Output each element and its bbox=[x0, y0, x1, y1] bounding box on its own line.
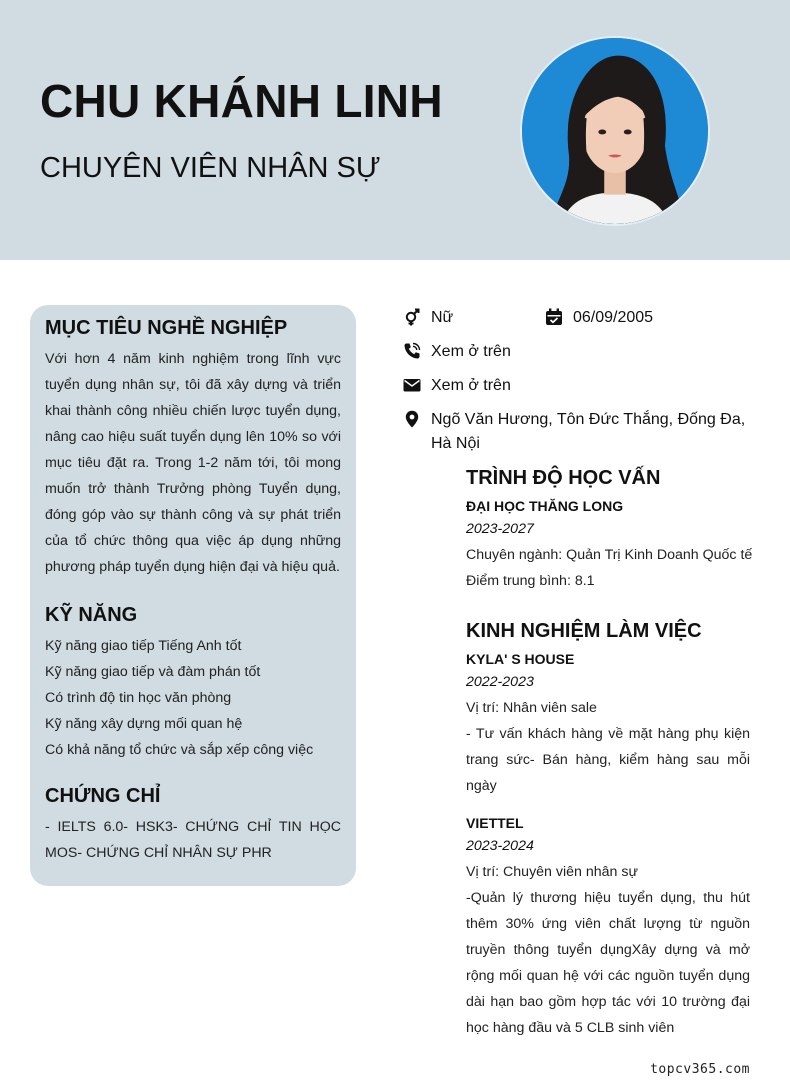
certificates-text: - IELTS 6.0- HSK3- CHỨNG CHỈ TIN HỌC MOS- CHỨNG CHỈ NHÂN SỰ PHR bbox=[45, 819, 341, 861]
job-company: VIETTEL bbox=[466, 815, 524, 831]
gender-icon bbox=[403, 308, 421, 326]
contact-address bbox=[403, 408, 748, 456]
job-description: -Quản lý thương hiệu tuyển dụng, thu hút thêm 30% ứng viên chất lượng từ nguồn truyền thông tuyển dụngXây dựng và mở rộng mối quan hệ với các nguồn tuyển dụng dài hạn bao gồm hợp tác với 10 trường đại học hàng đầu và 5 CLB sinh viên bbox=[466, 890, 750, 1036]
job-company: KYLA' S HOUSE bbox=[466, 651, 575, 667]
education-major: Chuyên ngành: Quản Trị Kinh Doanh Quốc tế bbox=[466, 547, 753, 563]
location-pin-icon bbox=[403, 410, 421, 428]
candidate-name: CHU KHÁNH LINH bbox=[40, 75, 443, 127]
birthday-value: 06/09/2005 bbox=[573, 309, 654, 326]
education-period: 2023-2027 bbox=[466, 521, 534, 537]
education-school: ĐẠI HỌC THĂNG LONG bbox=[466, 498, 624, 514]
left-panel bbox=[30, 305, 356, 886]
address-value: Ngõ Văn Hương, Tôn Đức Thắng, Đống Đa, Hà Nội bbox=[431, 411, 746, 452]
experience-section bbox=[466, 620, 750, 1041]
job-position: Vị trí: Nhân viên sale bbox=[466, 700, 597, 716]
job-period: 2022-2023 bbox=[466, 674, 534, 690]
job-entry bbox=[466, 651, 750, 799]
calendar-icon bbox=[545, 308, 563, 326]
contact-email bbox=[403, 374, 743, 398]
gender-value: Nữ bbox=[431, 309, 454, 326]
job-position: Vị trí: Chuyên viên nhân sự bbox=[466, 864, 638, 880]
objective-text: Với hơn 4 năm kinh nghiệm trong lĩnh vực tuyển dụng nhân sự, tôi đã xây dựng và triển khai thành công nhiều chiến lược tuyển dụng, nâng cao hiệu suất tuyển dụng lên 10% so với mục tiêu đặt ra. Trong 1-2 năm tới, tôi mong muốn trở thành Trưởng phòng Tuyển dụng, đóng góp vào sự thành công và sự phát triển của tổ chức thông qua việc áp dụng những phương pháp tuyển dụng hiện đại và hiệu quả. bbox=[45, 351, 341, 575]
skill-item: Có khả năng tổ chức và sắp xếp công việc bbox=[45, 742, 314, 758]
education-gpa: Điểm trung bình: 8.1 bbox=[466, 573, 595, 589]
mail-icon bbox=[403, 376, 421, 394]
avatar bbox=[520, 36, 710, 226]
contact-phone bbox=[403, 340, 743, 364]
skill-item: Kỹ năng giao tiếp Tiếng Anh tốt bbox=[45, 638, 242, 654]
contact-birthday bbox=[545, 306, 745, 330]
skills-list bbox=[45, 633, 341, 763]
job-entry bbox=[466, 815, 750, 1041]
portrait-photo bbox=[522, 38, 708, 224]
skill-item: Có trình độ tin học văn phòng bbox=[45, 690, 232, 706]
phone-icon bbox=[403, 342, 421, 360]
job-description: - Tư vấn khách hàng về mặt hàng phụ kiện trang sức- Bán hàng, kiểm hàng sau mỗi ngày bbox=[466, 726, 750, 794]
education-section bbox=[466, 467, 753, 594]
watermark: topcv365.com bbox=[650, 1062, 750, 1077]
skills-heading: KỸ NĂNG bbox=[45, 604, 138, 626]
certificates-heading: CHỨNG CHỈ bbox=[45, 785, 161, 807]
skill-item: Kỹ năng xây dựng mối quan hệ bbox=[45, 716, 243, 732]
objective-heading: MỤC TIÊU NGHỀ NGHIỆP bbox=[45, 317, 288, 339]
education-heading: TRÌNH ĐỘ HỌC VẤN bbox=[466, 467, 661, 489]
skill-item: Kỹ năng giao tiếp và đàm phán tốt bbox=[45, 664, 261, 680]
header-band bbox=[0, 0, 790, 260]
job-title: CHUYÊN VIÊN NHÂN SỰ bbox=[40, 152, 381, 184]
phone-value: Xem ở trên bbox=[431, 343, 511, 360]
experience-heading: KINH NGHIỆM LÀM VIỆC bbox=[466, 620, 702, 642]
contact-gender bbox=[403, 306, 543, 330]
email-value: Xem ở trên bbox=[431, 377, 511, 394]
job-period: 2023-2024 bbox=[466, 838, 534, 854]
